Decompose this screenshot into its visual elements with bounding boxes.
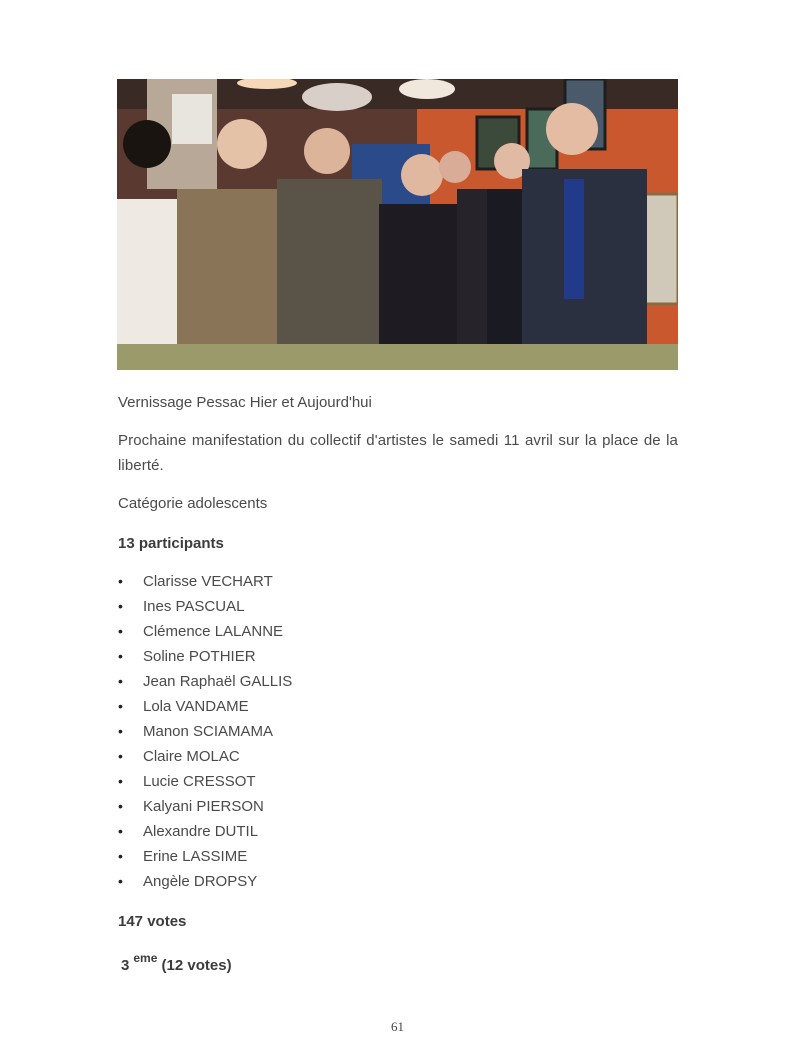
participant-name: Soline POTHIER — [143, 648, 256, 665]
photo-caption: Vernissage Pessac Hier et Aujourd'hui — [118, 394, 372, 411]
participant-name: Jean Raphaël GALLIS — [143, 673, 293, 690]
vernissage-photo — [117, 79, 678, 370]
bullet-icon: • — [118, 798, 123, 814]
bullet-icon: • — [118, 723, 123, 739]
participant-name: Lola VANDAME — [143, 698, 249, 715]
list-item — [118, 619, 292, 644]
bullet-icon: • — [118, 773, 123, 789]
rank-result — [121, 946, 232, 978]
list-item — [118, 694, 292, 719]
participant-name: Manon SCIAMAMA — [143, 723, 274, 740]
list-item — [118, 594, 292, 619]
bullet-icon: • — [118, 648, 123, 664]
bullet-icon: • — [118, 748, 123, 764]
bullet-icon: • — [118, 698, 123, 714]
list-item — [118, 569, 292, 594]
bullet-icon: • — [118, 573, 123, 589]
bullet-icon: • — [118, 598, 123, 614]
rank-votes: (12 votes) — [161, 957, 232, 974]
list-item — [118, 869, 292, 894]
participant-name: Clémence LALANNE — [143, 623, 284, 640]
participant-name: Claire MOLAC — [143, 748, 240, 765]
rank-number: 3 — [121, 957, 130, 974]
bullet-icon: • — [118, 873, 123, 889]
bullet-icon: • — [118, 673, 123, 689]
announcement-paragraph: Prochaine manifestation du collectif d'artistes le samedi 11 avril sur la place de la liberté. — [118, 432, 678, 474]
participant-name: Kalyani PIERSON — [143, 798, 264, 815]
list-item — [118, 844, 292, 869]
bullet-icon: • — [118, 623, 123, 639]
participant-name: Alexandre DUTIL — [143, 823, 259, 840]
participants-count: 13 participants — [118, 535, 224, 552]
bullet-icon: • — [118, 823, 123, 839]
list-item — [118, 719, 292, 744]
list-item — [118, 794, 292, 819]
category-heading: Catégorie adolescents — [118, 495, 268, 512]
participant-name: Ines PASCUAL — [143, 598, 245, 615]
list-item — [118, 669, 292, 694]
list-item — [118, 744, 292, 769]
list-item — [118, 819, 292, 844]
list-item — [118, 644, 292, 669]
participant-name: Erine LASSIME — [143, 848, 248, 865]
page-number: 61 — [391, 1019, 404, 1034]
total-votes: 147 votes — [118, 913, 187, 930]
participant-name: Lucie CRESSOT — [143, 773, 256, 790]
participant-name: Angèle DROPSY — [143, 873, 258, 890]
participant-name: Clarisse VECHART — [143, 573, 273, 590]
list-item — [118, 769, 292, 794]
bullet-icon: • — [118, 848, 123, 864]
rank-suffix: eme — [133, 951, 158, 965]
participant-list — [118, 569, 292, 894]
